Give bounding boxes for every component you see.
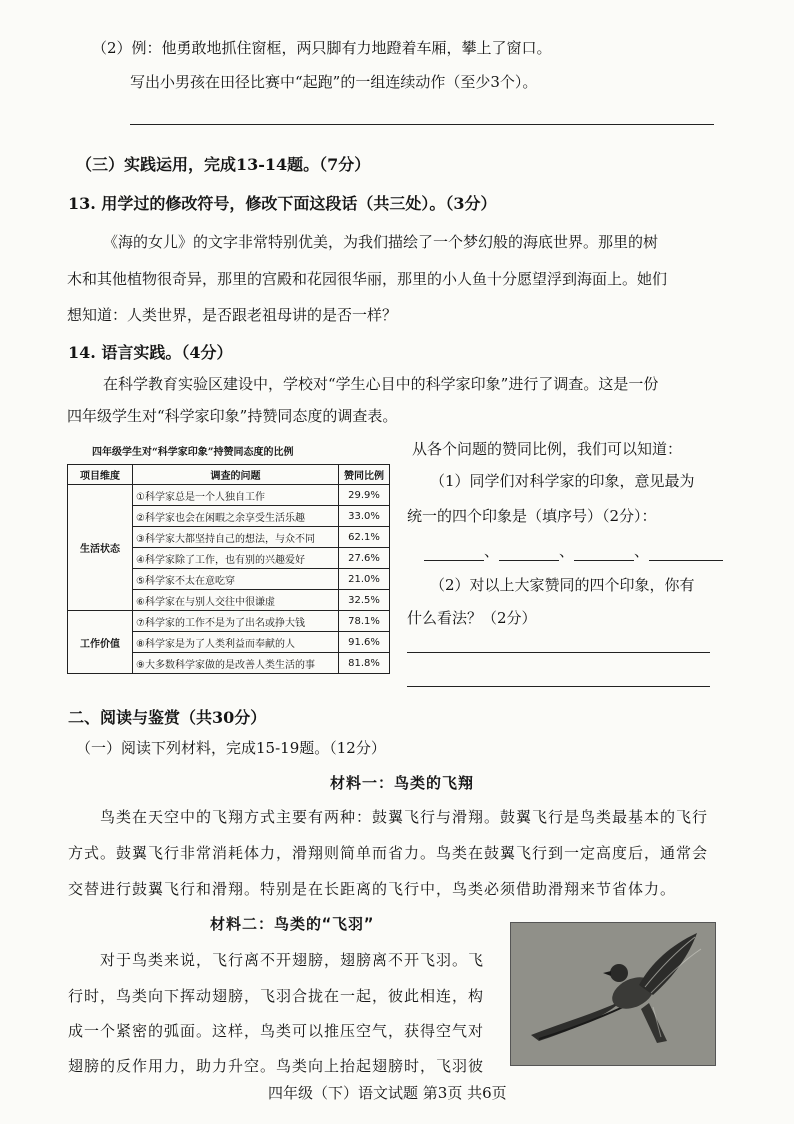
q14-sub2-line2: 什么看法？（2分） xyxy=(407,609,537,627)
table-row xyxy=(68,611,390,632)
material1-line3: 交替进行鼓翼飞行和滑翔。特别是在长距离的飞行中，鸟类必须借助滑翔来节省体力。 xyxy=(68,880,677,898)
blank-2[interactable] xyxy=(499,546,559,561)
q14-intro1: 在科学教育实验区建设中，学校对“学生心目中的科学家印象”进行了调查。这是一份 xyxy=(103,375,659,393)
material2-title: 材料二：鸟类的“飞羽” xyxy=(210,915,375,933)
q14-sub1-line1: （1）同学们对科学家的印象，意见最为 xyxy=(430,472,695,490)
row-percent: 78.1% xyxy=(339,611,390,632)
q14-blanks xyxy=(424,540,723,561)
table-header: 项目维度 xyxy=(68,465,133,485)
row-question: ③科学家大都坚持自己的想法，与众不同 xyxy=(133,527,339,548)
category-work: 工作价值 xyxy=(68,611,133,674)
q14-heading: 14. 语言实践。（4分） xyxy=(68,343,233,362)
row-percent: 81.8% xyxy=(339,653,390,674)
q13-heading: 13. 用学过的修改符号，修改下面这段话（共三处）。（3分） xyxy=(68,194,497,213)
material2-line1: 对于鸟类来说，飞行离不开翅膀，翅膀离不开飞羽。飞 xyxy=(100,951,485,969)
row-question: ⑧科学家是为了人类利益而奉献的人 xyxy=(133,632,339,653)
row-question: ①科学家总是一个人独自工作 xyxy=(133,485,339,506)
answer-line[interactable] xyxy=(407,652,710,653)
row-percent: 32.5% xyxy=(339,590,390,611)
part2-sub1: （一）阅读下列材料，完成15-19题。（12分） xyxy=(76,739,386,757)
table-header: 调查的问题 xyxy=(133,465,339,485)
q14-side-intro: 从各个问题的赞同比例，我们可以知道： xyxy=(412,440,683,458)
page-footer: 四年级（下）语文试题 第3页 共6页 xyxy=(268,1084,507,1102)
q2-example: （2）例：他勇敢地抓住窗框，两只脚有力地蹬着车厢，攀上了窗口。 xyxy=(92,39,552,57)
q13-line2: 木和其他植物很奇异，那里的宫殿和花园很华丽，那里的小人鱼十分愿望浮到海面上。她们 xyxy=(67,270,668,288)
q14-sub2-line1: （2）对以上大家赞同的四个印象，你有 xyxy=(430,576,695,594)
row-percent: 29.9% xyxy=(339,485,390,506)
q2-prompt: 写出小男孩在田径比赛中“起跑”的一组连续动作（至少3个）。 xyxy=(130,73,538,91)
row-question: ⑨大多数科学家做的是改善人类生活的事 xyxy=(133,653,339,674)
part2-heading: 二、阅读与鉴赏（共30分） xyxy=(68,708,267,727)
material2-line4: 翅膀的反作用力，助力升空。鸟类向上抬起翅膀时，飞羽彼 xyxy=(68,1057,485,1075)
blank-1[interactable] xyxy=(424,546,484,561)
material2-line3: 成一个紧密的弧面。这样，鸟类可以推压空气，获得空气对 xyxy=(68,1022,485,1040)
answer-line[interactable] xyxy=(407,686,710,687)
separator: 、 xyxy=(634,542,650,560)
blank-4[interactable] xyxy=(649,546,723,561)
category-life: 生活状态 xyxy=(68,485,133,611)
separator: 、 xyxy=(484,542,500,560)
material1-title: 材料一：鸟类的飞翔 xyxy=(330,774,475,792)
row-question: ⑦科学家的工作不是为了出名或挣大钱 xyxy=(133,611,339,632)
row-percent: 27.6% xyxy=(339,548,390,569)
row-question: ④科学家除了工作，也有别的兴趣爱好 xyxy=(133,548,339,569)
table-header-row xyxy=(68,465,390,485)
row-question: ⑤科学家不太在意吃穿 xyxy=(133,569,339,590)
table-title: 四年级学生对“科学家印象”持赞同态度的比例 xyxy=(92,447,294,458)
bird-photo xyxy=(510,922,716,1066)
q14-intro2: 四年级学生对“科学家印象”持赞同态度的调查表。 xyxy=(67,407,398,425)
separator: 、 xyxy=(559,542,575,560)
bird-illustration xyxy=(511,923,715,1065)
material1-line2: 方式。鼓翼飞行非常消耗体力，滑翔则简单而省力。鸟类在鼓翼飞行到一定高度后，通常会 xyxy=(68,844,709,862)
q13-line1: 《海的女儿》的文字非常特别优美，为我们描绘了一个梦幻般的海底世界。那里的树 xyxy=(103,233,659,251)
material2-line2: 行时，鸟类向下挥动翅膀，飞羽合拢在一起，彼此相连，构 xyxy=(68,987,485,1005)
row-question: ②科学家也会在闲暇之余享受生活乐趣 xyxy=(133,506,339,527)
row-percent: 91.6% xyxy=(339,632,390,653)
section3-heading: （三）实践运用，完成13-14题。（7分） xyxy=(76,155,371,174)
table-row xyxy=(68,485,390,506)
answer-line[interactable] xyxy=(130,124,714,125)
row-percent: 33.0% xyxy=(339,506,390,527)
blank-3[interactable] xyxy=(574,546,634,561)
q13-line3: 想知道：人类世界，是否跟老祖母讲的是否一样？ xyxy=(67,306,398,324)
row-percent: 62.1% xyxy=(339,527,390,548)
q14-sub1-line2: 统一的四个印象是（填序号）（2分）： xyxy=(407,507,657,525)
row-percent: 21.0% xyxy=(339,569,390,590)
table-header: 赞同比例 xyxy=(339,465,390,485)
survey-table xyxy=(67,464,390,674)
row-question: ⑥科学家在与别人交往中很谦虚 xyxy=(133,590,339,611)
material1-line1: 鸟类在天空中的飞翔方式主要有两种：鼓翼飞行与滑翔。鼓翼飞行是鸟类最基本的飞行 xyxy=(100,808,709,826)
